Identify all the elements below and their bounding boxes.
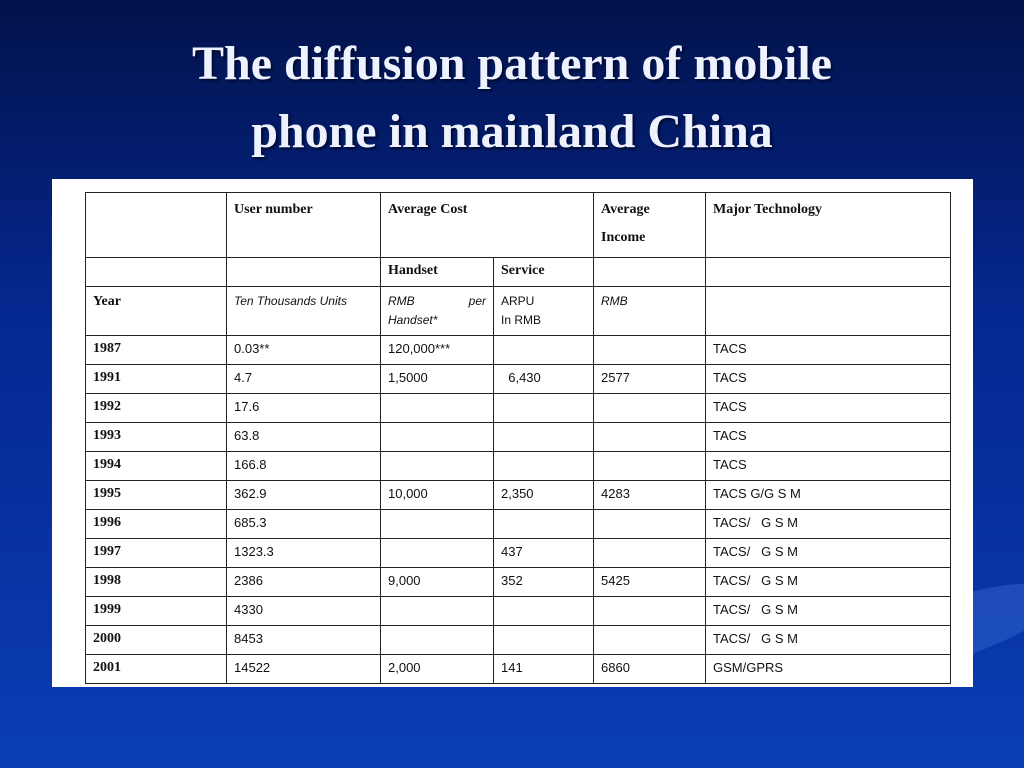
cell-service: 6,430 [494, 365, 594, 394]
table-row [86, 365, 951, 394]
cell-year: 1992 [86, 394, 227, 423]
cell-technology: TACS [706, 452, 951, 481]
cell-technology: TACS/ G S M [706, 597, 951, 626]
table-row [86, 626, 951, 655]
header-handset-units [381, 287, 494, 336]
cell-year: 2000 [86, 626, 227, 655]
table-row [86, 539, 951, 568]
cell-year: 1997 [86, 539, 227, 568]
service-units-line1: ARPU [501, 294, 535, 308]
title-line-2: phone in mainland China [251, 105, 773, 158]
cell-handset [381, 423, 494, 452]
header-average-income-line2: Income [601, 230, 646, 245]
cell-service: 2,350 [494, 481, 594, 510]
header-row-3 [86, 287, 951, 336]
cell-users: 14522 [227, 655, 381, 684]
table-row [86, 481, 951, 510]
cell-handset: 10,000 [381, 481, 494, 510]
cell-service: 352 [494, 568, 594, 597]
cell-users: 8453 [227, 626, 381, 655]
handset-units-handset: Handset* [388, 313, 438, 327]
service-units-line2: In RMB [501, 313, 542, 327]
cell-service [494, 626, 594, 655]
cell-technology: TACS [706, 365, 951, 394]
header-row-2 [86, 258, 951, 287]
header-average-income [594, 193, 706, 258]
slide-title [0, 30, 1024, 166]
cell-service [494, 394, 594, 423]
header-major-technology: Major Technology [706, 193, 951, 258]
header-user-units: Ten Thousands Units [227, 287, 381, 336]
table-row [86, 655, 951, 684]
cell-year: 1993 [86, 423, 227, 452]
header-service-units [494, 287, 594, 336]
cell-service: 437 [494, 539, 594, 568]
table-row [86, 423, 951, 452]
title-line-1: The diffusion pattern of mobile [191, 37, 833, 90]
cell-users: 4330 [227, 597, 381, 626]
cell-handset: 1,5000 [381, 365, 494, 394]
cell-year: 1991 [86, 365, 227, 394]
cell-year: 1999 [86, 597, 227, 626]
cell-technology: TACS/ G S M [706, 510, 951, 539]
table-row [86, 568, 951, 597]
header-handset: Handset [381, 258, 494, 287]
cell-technology: TACS G/G S M [706, 481, 951, 510]
header-average-cost: Average Cost [381, 193, 594, 258]
cell-handset [381, 597, 494, 626]
cell-technology: TACS/ G S M [706, 539, 951, 568]
diffusion-table [85, 192, 951, 684]
cell-users: 0.03** [227, 336, 381, 365]
cell-handset [381, 510, 494, 539]
cell-service [494, 452, 594, 481]
cell-income [594, 539, 706, 568]
cell-year: 1994 [86, 452, 227, 481]
cell-handset [381, 626, 494, 655]
cell-handset [381, 539, 494, 568]
cell-service: 141 [494, 655, 594, 684]
cell-year: 1998 [86, 568, 227, 597]
cell-handset: 120,000*** [381, 336, 494, 365]
cell-users: 17.6 [227, 394, 381, 423]
cell-handset: 2,000 [381, 655, 494, 684]
cell-technology: TACS [706, 336, 951, 365]
header-income-units: RMB [594, 287, 706, 336]
cell-technology: TACS [706, 423, 951, 452]
cell-technology: TACS/ G S M [706, 626, 951, 655]
cell-service [494, 597, 594, 626]
header-service: Service [494, 258, 594, 287]
handset-units-per: per [468, 294, 486, 308]
cell-income [594, 626, 706, 655]
table-row [86, 510, 951, 539]
cell-income: 2577 [594, 365, 706, 394]
table-body [86, 336, 951, 684]
handset-units-rmb: RMB [388, 294, 415, 308]
table-row [86, 597, 951, 626]
cell-users: 685.3 [227, 510, 381, 539]
cell-users: 63.8 [227, 423, 381, 452]
header-user-number: User number [227, 193, 381, 258]
cell-income [594, 597, 706, 626]
cell-handset: 9,000 [381, 568, 494, 597]
cell-service [494, 423, 594, 452]
table-panel [52, 179, 973, 687]
header-row-1 [86, 193, 951, 258]
table-row [86, 394, 951, 423]
cell-year: 1987 [86, 336, 227, 365]
cell-service [494, 336, 594, 365]
table-row [86, 452, 951, 481]
cell-users: 362.9 [227, 481, 381, 510]
cell-service [494, 510, 594, 539]
cell-handset [381, 394, 494, 423]
header-year: Year [86, 287, 227, 336]
cell-users: 2386 [227, 568, 381, 597]
cell-income [594, 423, 706, 452]
cell-technology: TACS/ G S M [706, 568, 951, 597]
cell-income [594, 336, 706, 365]
cell-technology: TACS [706, 394, 951, 423]
cell-handset [381, 452, 494, 481]
cell-users: 1323.3 [227, 539, 381, 568]
corner-cell [86, 193, 227, 258]
cell-income: 4283 [594, 481, 706, 510]
cell-users: 166.8 [227, 452, 381, 481]
cell-users: 4.7 [227, 365, 381, 394]
cell-income [594, 452, 706, 481]
cell-technology: GSM/GPRS [706, 655, 951, 684]
cell-year: 2001 [86, 655, 227, 684]
cell-year: 1995 [86, 481, 227, 510]
cell-income [594, 394, 706, 423]
header-average-income-line1: Average [601, 202, 650, 217]
cell-income: 6860 [594, 655, 706, 684]
cell-year: 1996 [86, 510, 227, 539]
cell-income [594, 510, 706, 539]
cell-income: 5425 [594, 568, 706, 597]
table-row [86, 336, 951, 365]
